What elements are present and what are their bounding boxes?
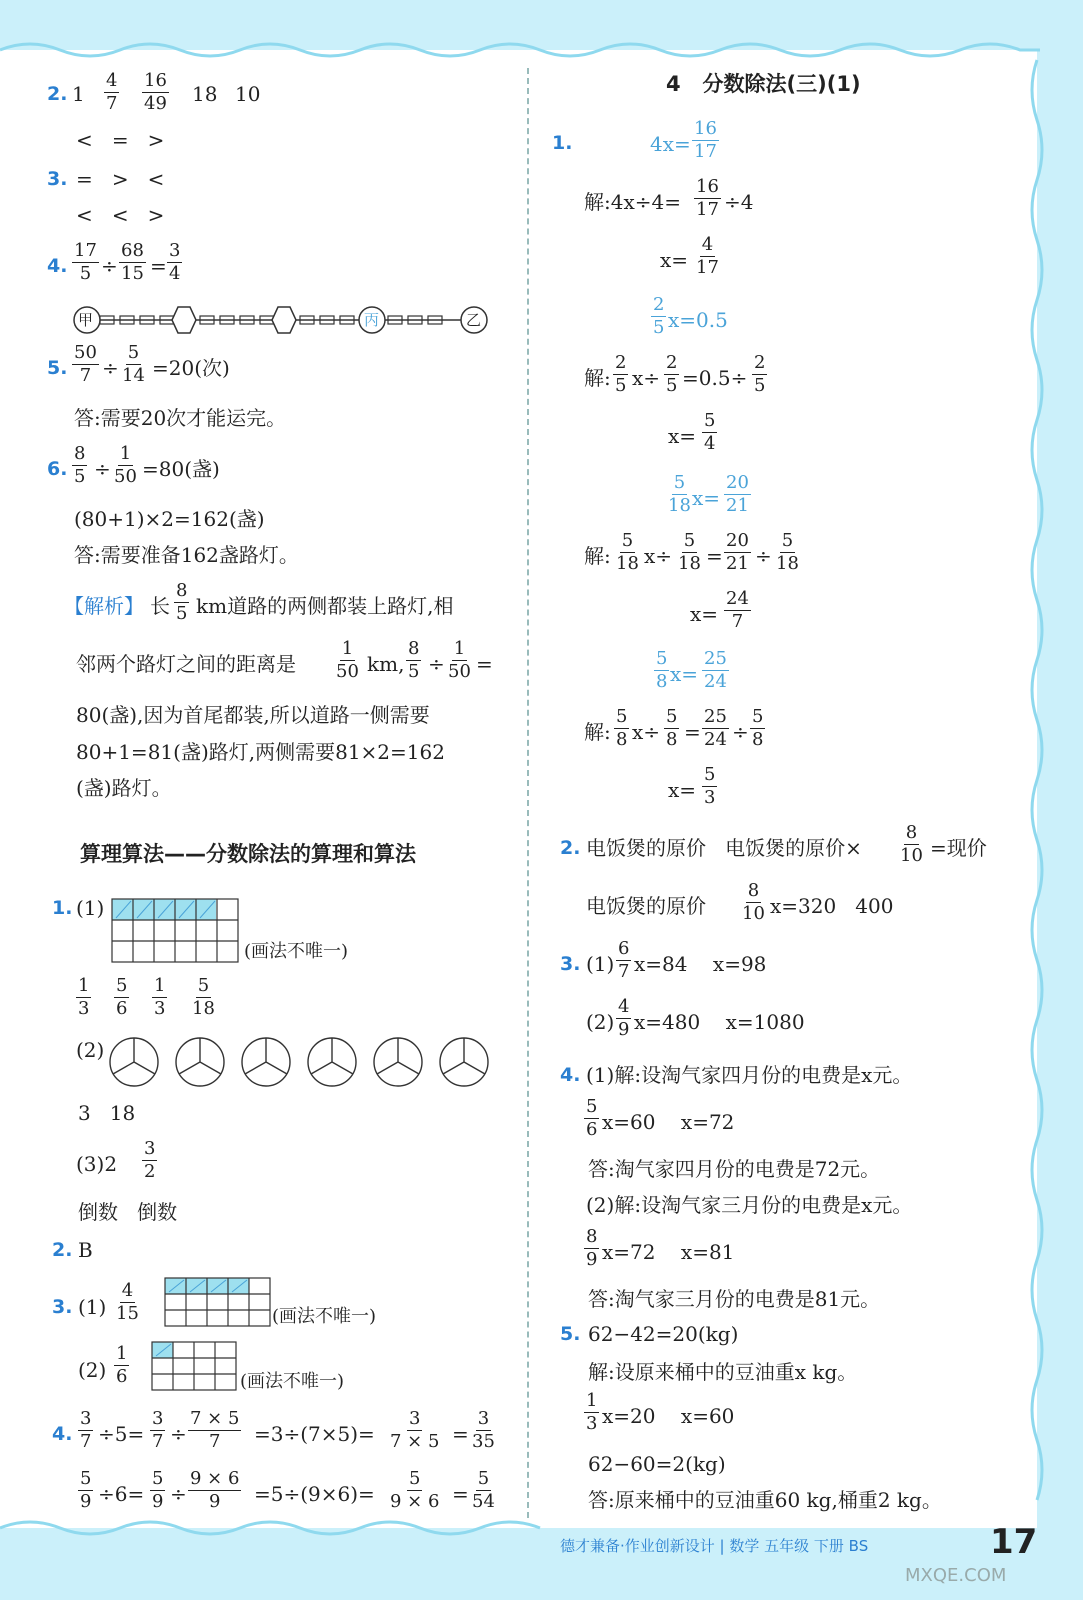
r-q3-b: (2) [586,1010,615,1034]
r-q1c-hint-frac-1: $\frac{5}{18}$ [668,472,691,516]
r-q1a-step1-frac: $\frac{16}{17}$ [696,176,719,220]
r-q1b-frac-2: $\frac{2}{5}$ [666,352,678,396]
r-q1d-eq: = [684,720,701,744]
s4r1-frac-d: $\frac{3}{7 \times 5}$ [390,1408,440,1452]
analysis-frac-4: $\frac{1}{50}$ [448,638,471,682]
q4-frac-2: $\frac{68}{15}$ [121,240,144,284]
s3-part1: (1) [78,1295,107,1319]
s1-frac-4: $\frac{5}{18}$ [192,975,215,1019]
q4-number: 4. [47,255,68,277]
r-q1d-hint-frac-1: $\frac{5}{8}$ [656,648,668,692]
q2-val-10: 10 [235,82,261,106]
r-q4-frac-1: $\frac{5}{6}$ [586,1096,598,1140]
q4-op: ÷ [101,254,118,278]
q4-eq: = [150,254,167,278]
r-q5-number: 5. [560,1323,581,1345]
r-q2-number: 2. [560,837,581,859]
analysis-l2b: km, [367,652,405,676]
r-q1a-step1-tail: ÷4 [724,190,754,214]
q3-number: 3. [47,168,68,190]
s3-note-2: (画法不唯一) [240,1371,345,1392]
r-q1d-frac-1: $\frac{5}{8}$ [616,706,628,750]
analysis-l2eq: = [476,652,493,676]
s4r1-frac-a: $\frac{3}{7}$ [80,1408,92,1452]
r-q1d-frac-3: $\frac{25}{24}$ [704,706,727,750]
r-q2-line2-tail: x=320 400 [770,894,894,918]
r-q1b-hint-frac: $\frac{2}{5}$ [653,294,665,338]
s1-words: 倒数 倒数 [78,1200,178,1224]
r-q3-a-tail: x=84 x=98 [634,952,767,976]
s4r1-frac-b: $\frac{3}{7}$ [152,1408,164,1452]
r-q1b-frac-3: $\frac{2}{5}$ [754,352,766,396]
r-q1b-step1: 解: [584,366,611,390]
q6-number: 6. [47,458,68,480]
q5-result: =20(次) [152,356,230,380]
watermark: MXQE.COM [905,1565,1007,1586]
r-q1b-step2: x= [668,424,697,448]
s4r2-i: =5÷(9×6)= [254,1482,375,1506]
q2-frac-1: $\frac{4}{7}$ [106,70,118,114]
r-q1d-mid: x÷ [632,720,661,744]
road-label-yi: 乙 [466,311,482,329]
r-q4-line3: 答:淘气家四月份的电费是72元。 [588,1157,881,1181]
r-q4-line2: x=60 x=72 [602,1110,735,1134]
r-q1d-hint-frac-2: $\frac{25}{24}$ [704,648,727,692]
r-q1d-step2: x= [668,778,697,802]
s3-frac-1: $\frac{4}{15}$ [116,1280,139,1324]
s3-frac-2: $\frac{1}{6}$ [116,1343,128,1387]
r-q1c-step2: x= [690,602,719,626]
column-divider [527,68,529,1518]
r-q2-line2: 电饭煲的原价 [586,894,706,918]
s4r2-l: = [452,1482,469,1506]
r-q1-number: 1. [552,132,573,154]
r-q1a-step1: 解:4x÷4= [584,190,681,214]
r-q1a-step2-frac: $\frac{4}{17}$ [696,234,719,278]
r-q4-line5: x=72 x=81 [602,1240,735,1264]
r-q5-line1: 62−42=20(kg) [588,1322,739,1346]
r-q1c-frac-1: $\frac{5}{18}$ [616,530,639,574]
r-q2-frac-2: $\frac{8}{10}$ [742,880,765,924]
q5-frac-2: $\frac{5}{14}$ [122,342,145,386]
s4r1-f: ÷ [170,1422,187,1446]
analysis-frac-1: $\frac{8}{5}$ [176,580,188,624]
q5-frac-1: $\frac{50}{7}$ [74,342,97,386]
r-q2-frac-1: $\frac{8}{10}$ [900,822,923,866]
s4r1-frac-c: $\frac{7 \times 5}{7}$ [190,1408,240,1452]
r-q4-number: 4. [560,1064,581,1086]
q6-frac-2: $\frac{1}{50}$ [114,443,137,487]
s1-part2: (2) [76,1038,105,1062]
r-q1b-hint: x=0.5 [668,308,728,332]
road-diagram [70,303,500,337]
r-q1d-hint-mid: x= [670,662,699,686]
s4r1-frac-e: $\frac{3}{35}$ [472,1408,495,1452]
q2-val-18: 18 [192,82,218,106]
s1-part1: (1) [76,896,105,920]
s2-number: 2. [52,1239,73,1261]
q4-frac-1: $\frac{17}{5}$ [74,240,97,284]
s4-number: 4. [52,1423,73,1445]
r-q1c-frac-4: $\frac{5}{18}$ [776,530,799,574]
r-q1d-op: ÷ [732,720,749,744]
footer-brand: 德才兼备·作业创新设计 | 数学 五年级 下册 BS [560,1537,869,1555]
r-q1c-mid: x÷ [644,544,673,568]
page-number: 17 [990,1522,1038,1562]
r-q2-line1: 电饭煲的原价 电饭煲的原价× [586,836,862,860]
q5-op: ÷ [102,356,119,380]
r-q1d-step2-frac: $\frac{5}{3}$ [704,764,716,808]
r-q1d-frac-2: $\frac{5}{8}$ [666,706,678,750]
s1-frac-3: $\frac{1}{3}$ [154,975,166,1019]
analysis-l2a: 邻两个路灯之间的距离是 [76,652,296,676]
q6-result: =80(盏) [142,457,220,481]
r-q1d-frac-4: $\frac{5}{8}$ [752,706,764,750]
s4r2-frac-a: $\frac{5}{9}$ [80,1468,92,1512]
s1-part3: (3)2 [76,1152,118,1176]
q6-frac-1: $\frac{8}{5}$ [74,443,86,487]
r-q1c-frac-2: $\frac{5}{18}$ [678,530,701,574]
q3-row2: < < > [76,203,165,227]
r-q1d-step1: 解: [584,720,611,744]
analysis-frac-2: $\frac{1}{50}$ [336,638,359,682]
s4r2-frac-d: $\frac{5}{9 \times 6}$ [390,1468,440,1512]
r-q1b-mid: x÷ [632,366,661,390]
s3-note-1: (画法不唯一) [272,1306,377,1327]
r-q2-line1-tail: =现价 [930,836,987,860]
s2-answer: B [78,1238,93,1262]
r-q3-frac-a: $\frac{6}{7}$ [618,938,630,982]
q2-number: 2. [47,83,68,105]
r-q5-frac: $\frac{1}{3}$ [586,1390,598,1434]
analysis-l5: (盏)路灯。 [76,776,172,800]
right-title: 4 分数除法(三)(1) [666,72,861,96]
analysis-l3: 80(盏),因为首尾都装,所以道路一侧需要 [76,703,430,727]
q5-number: 5. [47,357,68,379]
s4r1-i: =3÷(7×5)= [254,1422,375,1446]
r-q1c-frac-3: $\frac{20}{21}$ [726,530,749,574]
s4r2-frac-c: $\frac{9 \times 6}{9}$ [190,1468,240,1512]
q2-val-1: 1 [72,82,85,106]
section-title: 算理算法——分数除法的算理和算法 [80,842,416,866]
q6-op: ÷ [94,457,111,481]
r-q1c-op: ÷ [755,544,772,568]
analysis-l2op: ÷ [428,652,445,676]
r-q1b-tail: =0.5÷ [682,366,748,390]
r-q1c-step2-frac: $\frac{24}{7}$ [726,588,749,632]
analysis-frac-3: $\frac{8}{5}$ [408,638,420,682]
r-q1a-step2: x= [660,248,689,272]
grid-3x4 [151,1341,239,1391]
s4r2-frac-b: $\frac{5}{9}$ [152,1468,164,1512]
r-q1c-eq: = [706,544,723,568]
s1-frac-5: $\frac{3}{2}$ [144,1138,156,1182]
r-q1c-hint-mid: x= [692,486,721,510]
s4r2-c: ÷6= [98,1482,145,1506]
r-q5-line4: 62−60=2(kg) [588,1452,726,1476]
s4r1-c: ÷5= [98,1422,145,1446]
q6-answer: 答:需要准备162盏路灯。 [74,543,299,567]
road-label-jia: 甲 [78,311,94,329]
r-q3-frac-b: $\frac{4}{9}$ [618,996,630,1040]
q5-answer: 答:需要20次才能运完。 [74,406,287,430]
r-q5-line3: x=20 x=60 [602,1404,735,1428]
s1-number: 1. [52,897,73,919]
r-q1a-hint-frac: $\frac{16}{17}$ [694,118,717,162]
q4-frac-3: $\frac{3}{4}$ [169,240,181,284]
r-q1a-hint: 4x= [650,132,691,156]
s3-number: 3. [52,1296,73,1318]
s4r2-f: ÷ [170,1482,187,1506]
road-label-bing: 丙 [364,311,380,329]
r-q3-a: (1) [586,952,615,976]
s1-vals2: 3 18 [78,1101,136,1125]
r-q1c-step1: 解: [584,544,611,568]
circles-row [108,1036,498,1092]
r-q5-line2: 解:设原来桶中的豆油重x kg。 [588,1360,858,1384]
analysis-l1a: 长 [150,594,170,618]
s1-frac-1: $\frac{1}{3}$ [78,975,90,1019]
r-q4-line1: (1)解:设淘气家四月份的电费是x元。 [586,1063,913,1087]
r-q1c-hint-frac-2: $\frac{20}{21}$ [726,472,749,516]
analysis-l1b: km道路的两侧都装上路灯,相 [196,594,454,618]
q6-line2: (80+1)×2=162(盏) [74,507,265,531]
r-q1b-step2-frac: $\frac{5}{4}$ [704,410,716,454]
r-q1b-frac-1: $\frac{2}{5}$ [615,352,627,396]
q2-frac-2: $\frac{16}{49}$ [144,70,167,114]
grid-3x5 [164,1277,272,1327]
r-q4-line4: (2)解:设淘气家三月份的电费是x元。 [586,1193,913,1217]
q3-row1: = > < [76,167,165,191]
s1-note: (画法不唯一) [244,941,349,962]
q2-row2: < = > [76,128,165,152]
analysis-tag: 【解析】 [64,594,144,618]
r-q5-line5: 答:原来桶中的豆油重60 kg,桶重2 kg。 [588,1488,942,1512]
r-q4-frac-2: $\frac{8}{9}$ [586,1226,598,1270]
s1-frac-2: $\frac{5}{6}$ [116,975,128,1019]
grid-3x6 [111,898,243,964]
s4r2-frac-e: $\frac{5}{54}$ [472,1468,495,1512]
r-q4-line6: 答:淘气家三月份的电费是81元。 [588,1287,881,1311]
r-q3-number: 3. [560,953,581,975]
analysis-l4: 80+1=81(盏)路灯,两侧需要81×2=162 [76,740,445,764]
s4r1-l: = [452,1422,469,1446]
s3-part2: (2) [78,1358,107,1382]
r-q3-b-tail: x=480 x=1080 [634,1010,805,1034]
